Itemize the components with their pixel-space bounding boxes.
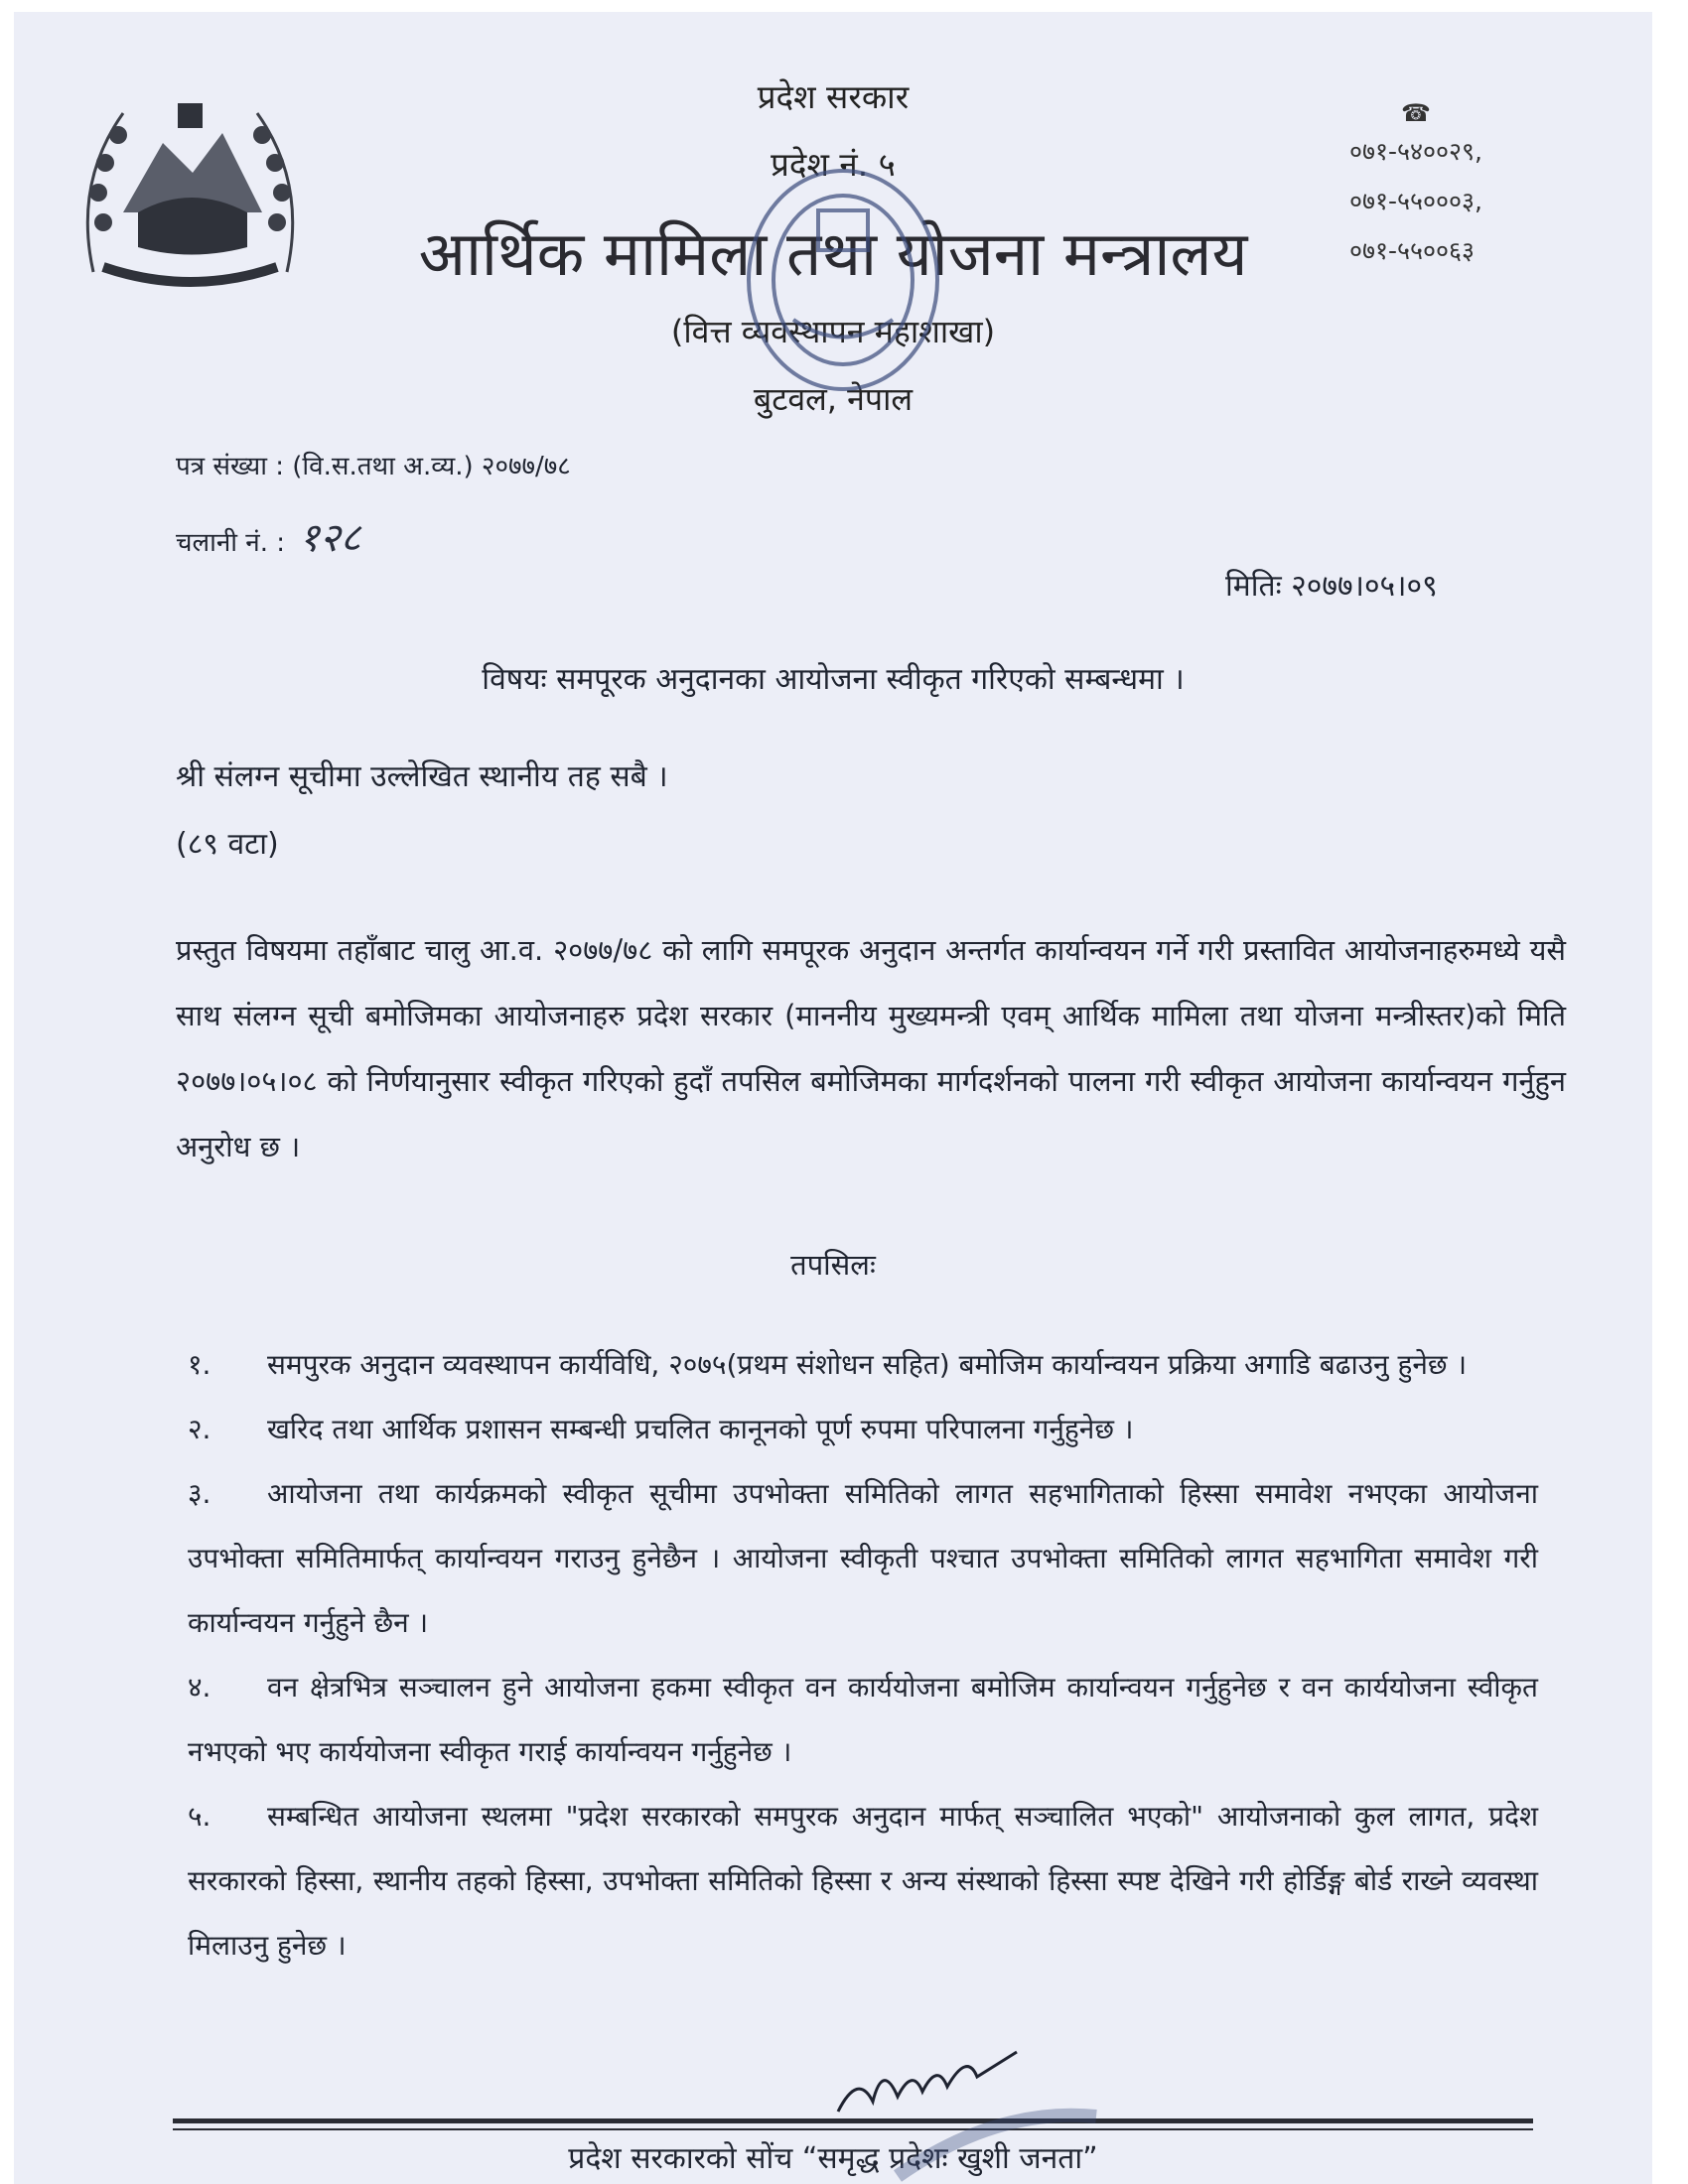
list-item-text: समपुरक अनुदान व्यवस्थापन कार्यविधि, २०७५(प्रथम संशोधन सहित) बमोजिम कार्यान्वयन प्रक्रिया अगाडि बढाउनु हुनेछ । [267, 1348, 1468, 1381]
dispatch-number-label: चलानी नं. : [176, 528, 286, 558]
list-item-number: १. [188, 1348, 211, 1381]
letter-page [14, 12, 1652, 2184]
phone-number: ०७१-५५००६३ [1349, 236, 1476, 265]
dispatch-number-row [176, 508, 360, 563]
header-province-number: प्रदेश नं. ५ [771, 145, 896, 184]
list-item-text: आयोजना तथा कार्यक्रमको स्वीकृत सूचीमा उपभोक्ता समितिको लागत सहभागिताको हिस्सा समावेश नभएका आयोजना उपभोक्ता समितिमार्फत् कार्यान्वयन गराउनु हुनेछैन । आयोजना स्वीकृती पश्चात उपभोक्ता समितिको लागत सहभागिता समावेश गरी कार्यान्वयन गर्नुहुने छैन । [188, 1477, 1538, 1639]
ink-stamp-icon [888, 2087, 1106, 2184]
footer-divider-thin [173, 2128, 1533, 2130]
list-item-text: खरिद तथा आर्थिक प्रशासन सम्बन्धी प्रचलित कानूनको पूर्ण रुपमा परिपालना गर्नुहुनेछ । [267, 1413, 1134, 1445]
list-item-number: ३. [188, 1477, 211, 1510]
division-name: (वित्त व्यवस्थापन महाशाखा) [670, 313, 996, 350]
footer-slogan: प्रदेश सरकारको सोंच “समृद्ध प्रदेशः खुशी जनता” [568, 2141, 1098, 2176]
contact-phones [1349, 99, 1578, 276]
list-item-number: २. [188, 1413, 211, 1445]
list-item-number: ५. [188, 1800, 211, 1833]
dispatch-number-value: १२८ [299, 515, 361, 561]
details-heading: तपसिलः [790, 1248, 876, 1282]
list-item [188, 1461, 1538, 1655]
telephone-icon: ☎ [1401, 99, 1431, 127]
office-seal-stamp-icon [724, 151, 962, 409]
list-item [188, 1655, 1538, 1784]
ministry-title: आर्थिक मामिला तथा योजना मन्त्रालय [418, 217, 1248, 290]
directive-list [188, 1332, 1538, 1978]
office-location: बुटवल, नेपाल [753, 380, 914, 418]
letter-body-paragraph: प्रस्तुत विषयमा तहाँबाट चालु आ.व. २०७७/७८ को लागि समपूरक अनुदान अन्तर्गत कार्यान्वयन गर्ने गरी प्रस्तावित आयोजनाहरुमध्ये यसै साथ संलग्न सूची बमोजिमका आयोजनाहरु प्रदेश सरकार (माननीय मुख्यमन्त्री एवम् आर्थिक मामिला तथा योजना मन्त्रीस्तर)को मिति २०७७।०५।०८ को निर्णयानुसार स्वीकृत गरिएको हुदाँ तपसिल बमोजिमका मार्गदर्शनको पालना गरी स्वीकृत आयोजना कार्यान्वयन गर्नुहुन अनुरोध छ । [176, 933, 1566, 1163]
letter-date: मितिः २०७७।०५।०९ [1225, 569, 1438, 604]
list-item [188, 1397, 1538, 1461]
phone-number: ०७१-५४००२९, [1349, 137, 1482, 166]
header-province-government: प्रदेश सरकार [757, 77, 910, 116]
list-item [188, 1784, 1538, 1978]
list-item [188, 1332, 1538, 1397]
phone-number: ०७१-५५०००३, [1349, 187, 1482, 215]
footer-divider [173, 2118, 1533, 2123]
letter-reference-number: पत्र संख्या : (वि.स.तथा अ.व्य.) २०७७/७८ [176, 452, 571, 481]
letter-subject: विषयः समपूरक अनुदानका आयोजना स्वीकृत गरिएको सम्बन्धमा । [482, 662, 1185, 697]
addressee-line: श्री संलग्न सूचीमा उल्लेखित स्थानीय तह सबै । [176, 759, 668, 794]
addressee-count: (८९ वटा) [176, 827, 279, 862]
list-item-number: ४. [188, 1671, 211, 1704]
list-item-text: सम्बन्धित आयोजना स्थलमा "प्रदेश सरकारको समपुरक अनुदान मार्फत् सञ्चालित भएको" आयोजनाको कुल लागत, प्रदेश सरकारको हिस्सा, स्थानीय तहको हिस्सा, उपभोक्ता समितिको हिस्सा र अन्य संस्थाको हिस्सा स्पष्ट देखिने गरी होर्डिङ्ग बोर्ड राख्ने व्यवस्था मिलाउनु हुनेछ । [188, 1800, 1538, 1962]
list-item-text: वन क्षेत्रभित्र सञ्चालन हुने आयोजना हकमा स्वीकृत वन कार्ययोजना बमोजिम कार्यान्वयन गर्नुहुनेछ र वन कार्ययोजना स्वीकृत नभएको भए कार्ययोजना स्वीकृत गराई कार्यान्वयन गर्नुहुनेछ । [188, 1671, 1538, 1768]
